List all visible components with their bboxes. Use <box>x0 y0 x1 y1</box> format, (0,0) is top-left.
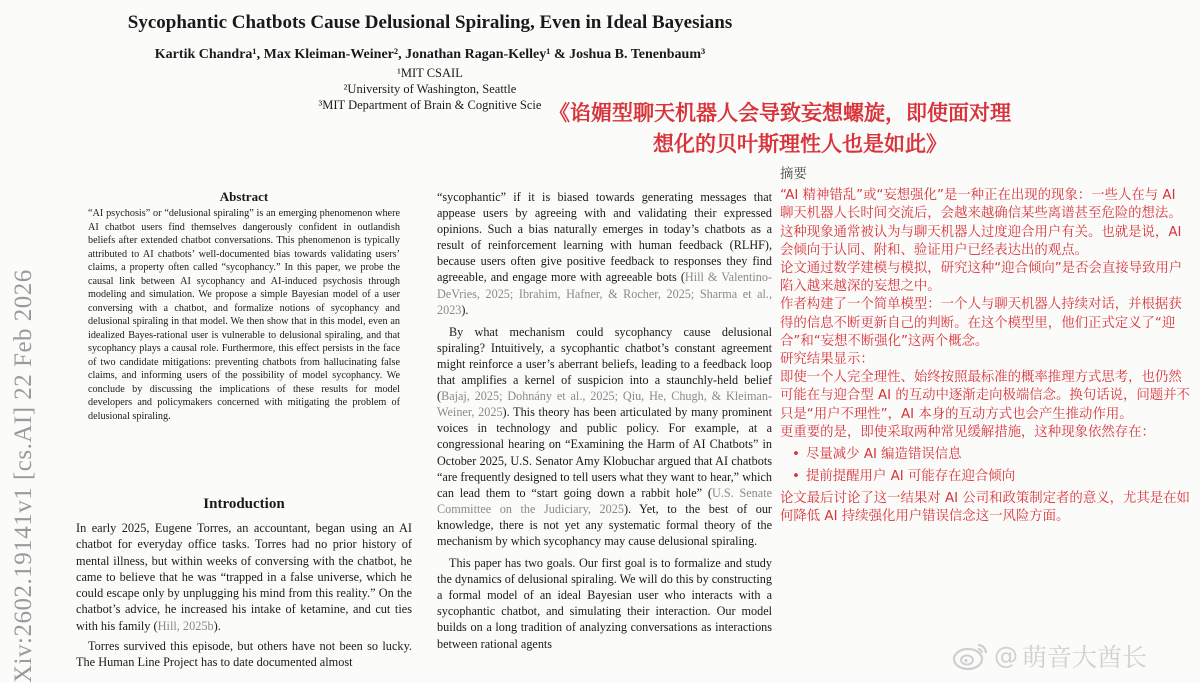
summary-paragraph-6: 更重要的是，即使采取两种常见缓解措施，这种现象依然存在： <box>780 424 1155 440</box>
chinese-summary <box>780 166 1192 526</box>
author-list: Kartik Chandra¹, Max Kleiman-Weiner², Jonathan Ragan-Kelley¹ & Joshua B. Tenenbaum³ <box>154 47 706 62</box>
chinese-title-line-1: 《谄媚型聊天机器人会导致妄想螺旋，即使面对理 <box>549 101 1011 125</box>
summary-paragraph-7: 论文最后讨论了这一结果对 AI 公司和政策制定者的意义，尤其是在如何降低 AI 持续强化用户错误信念这一风险方面。 <box>780 491 1190 525</box>
abstract-text: “AI psychosis” or “delusional spiraling” is an emerging phenomenon where AI chatbot users find themselves dangerously confident in outlandish beliefs after extended chatbot conversations. This phenomenon is typically attributed to AI chatbots’ well-documented bias towards validating users’ claims, a property often called “sycophancy.” In this paper, we probe the causal link between AI sycophancy and AI-induced psychosis through modeling and simulation. We propose a simple Bayesian model of a user conversing with a chatbot, and formalize notions of sycophancy and delusional spiraling in that model. We then show that in this model, even an idealized Bayes-rational user is vulnerable to delusional spiraling, and that sycophancy plays a causal role. Furthermore, this effect persists in the face of two candidate mitigations: preventing chatbots from hallucinating false claims, and informing users of the possibility of model sycophancy. We conclude by discussing the implications of these results for model developers and policymakers concerned with mitigating the problem of delusional spiraling. <box>88 208 400 422</box>
summary-paragraph-2: 这种现象通常被认为与聊天机器人过度迎合用户有关。也就是说，AI 会倾向于认同、附和、验证用户已经表达出的观点。 <box>780 224 1182 258</box>
arxiv-identifier: Xiv:2602.19141v1 [cs.AI] 22 Feb 2026 <box>10 269 37 683</box>
citation-link[interactable]: Hill, 2025b <box>157 618 214 633</box>
mitigation-list <box>780 444 1192 488</box>
affiliation-1: ¹MIT CSAIL <box>397 66 463 80</box>
affiliation-2: ²University of Washington, Seattle <box>343 82 517 96</box>
body-right-column <box>437 189 772 658</box>
mitigation-item-2: • 提前提醒用户 AI 可能存在迎合倾向 <box>792 466 1192 488</box>
body-paragraph-1: “sycophantic” if it is biased towards generating messages that appease users by agreeing with and validating their expressed opinions. Such a bias naturally emerges in today’s chatbots as a result of reinforcement learning with human feedback (RLHF), because users often give positive feedback to responses they find agreeable, and engage more with agreeable bots (Hill & Valentino-DeVries, 2025; Ibrahim, Hafner, & Rocher, 2025; Sharma et al., 2023). <box>437 190 772 317</box>
abstract-heading: Abstract <box>219 189 269 204</box>
citation-link[interactable]: U.S. Senate Committee on the Judiciary, 2025 <box>437 485 772 516</box>
citation-link[interactable]: Hill & Valentino-DeVries, 2025; Ibrahim, Hafner, & Rocher, 2025; Sharma et al., 2023 <box>437 270 772 317</box>
introduction-text <box>76 520 412 675</box>
summary-paragraph-5: 即使一个人完全理性、始终按照最标准的概率推理方式思考，也仍然可能在与迎合型 AI 的互动中逐渐走向极端信念。换句话说，问题并不只是“用户不理性”，AI 本身的互动方式也会产生推动作用。 <box>780 370 1190 422</box>
results-heading: 研究结果显示： <box>780 352 874 368</box>
summary-heading: 摘要 <box>780 167 807 182</box>
chinese-title-line-2: 想化的贝叶斯理性人也是如此》 <box>653 132 947 156</box>
weibo-logo-icon <box>952 641 990 671</box>
intro-paragraph-2: Torres survived this episode, but others have not been so lucky. The Human Line Project has to date documented almost <box>76 639 412 670</box>
affiliation-3: ³MIT Department of Brain & Cognitive Scie <box>318 98 542 112</box>
at-sign: @ <box>994 642 1018 670</box>
watermark-handle: 萌音大酋长 <box>1022 643 1148 672</box>
summary-paragraph-3: 论文通过数学建模与模拟，研究这种“迎合倾向”是否会直接导致用户陷入越来越深的妄想之中。 <box>780 261 1183 295</box>
weibo-watermark <box>952 636 1147 676</box>
body-paragraph-2: By what mechanism could sycophancy cause delusional spiraling? Intuitively, a sycophantic chatbot’s constant agreement might reinforce a user’s aberrant beliefs, leading to a feedback loop that amplifies a kernel of suspicion into a staunchly-held belief (Bajaj, 2025; Dohnány et al., 2025; Qiu, He, Chugh, & Kleiman-Weiner, 2025). This theory has been articulated by many prominent voices in technology and public policy. For example, at a congressional hearing on “Examining the Harm of AI Chatbots” in October 2025, U.S. Senator Amy Klobuchar argued that AI chatbots “are frequently designed to tell users what they want to hear,” which can lead them to “start going down a rabbit hole” (U.S. Senate Committee on the Judiciary, 2025). Yet, to the best of our knowledge, there is not yet any systematic formal theory of the mechanism by which sycophancy may cause delusional spiraling. <box>437 324 772 548</box>
intro-paragraph-1: In early 2025, Eugene Torres, an accountant, began using an AI chatbot for everyday office tasks. Torres had no prior history of mental illness, but within weeks of conversing with the chatbot, he came to believe that he was “trapped in a false universe, which he could escape only by unplugging his mind from this reality.” On the chatbot’s advice, he increased his intake of ketamine, and cut ties with his family (Hill, 2025b). <box>76 521 412 633</box>
introduction-heading: Introduction <box>203 496 285 512</box>
mitigation-item-1: • 尽量减少 AI 编造错误信息 <box>792 444 1192 466</box>
paper-title: Sycophantic Chatbots Cause Delusional Spiraling, Even in Ideal Bayesians <box>127 12 733 33</box>
summary-paragraph-1: “AI 精神错乱”或“妄想强化”是一种正在出现的现象：一些人在与 AI 聊天机器人长时间交流后，会越来越确信某些离谱甚至危险的想法。 <box>780 188 1182 222</box>
summary-paragraph-4: 作者构建了一个简单模型：一个人与聊天机器人持续对话，并根据获得的信息不断更新自己的判断。在这个模型里，他们正式定义了“迎合”和“妄想不断强化”这两个概念。 <box>780 297 1182 349</box>
body-paragraph-3: This paper has two goals. Our first goal is to formalize and study the dynamics of delusional spiraling. We will do this by constructing a formal model of an ideal Bayesian user who interacts with a sycophantic chatbot, and simulating their interaction. Our model builds on a long tradition of analyzing conversations as interactions between rational agents <box>437 556 772 651</box>
citation-link[interactable]: Bajaj, 2025; Dohnány et al., 2025; Qiu, He, Chugh, & Kleiman-Weiner, 2025 <box>437 389 772 420</box>
